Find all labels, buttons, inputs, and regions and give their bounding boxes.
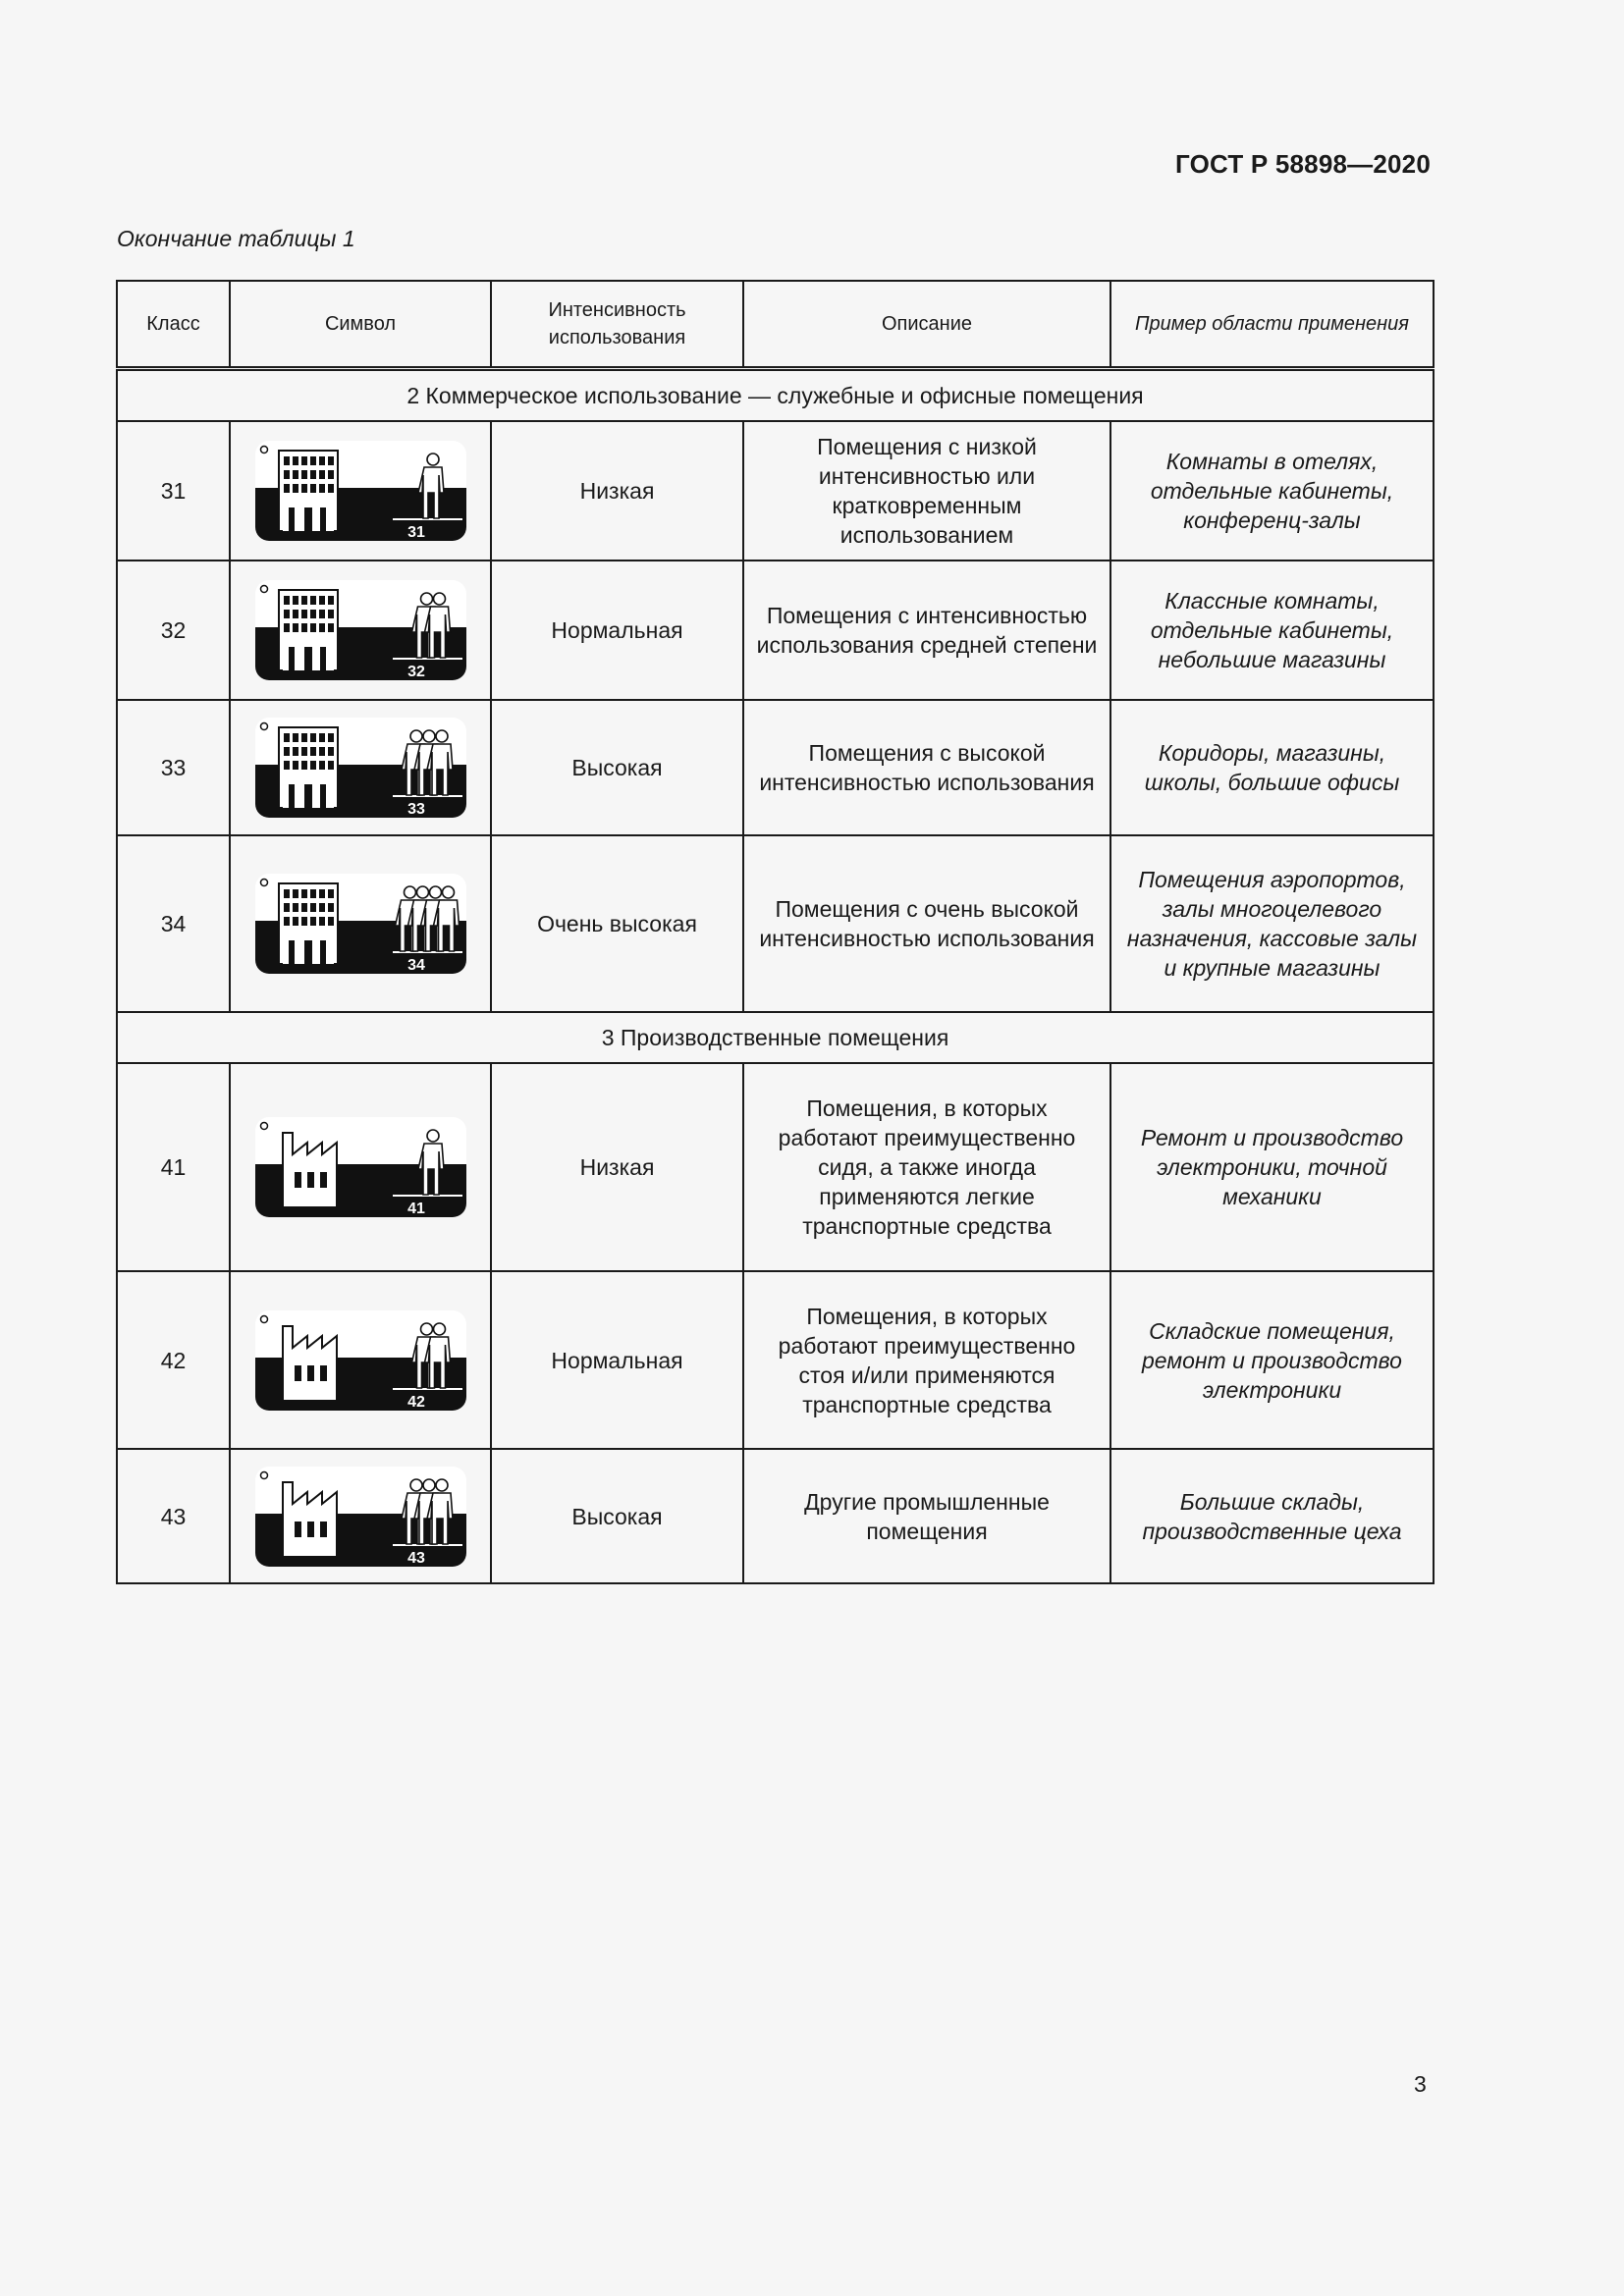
col-header-symbol: Символ [230,281,491,369]
section-title: 3 Производственные помещения [117,1012,1434,1063]
class-cell: 31 [117,421,230,561]
intensity-cell: Высокая [491,700,743,835]
description-cell: Помещения с очень высокой интенсивностью использования [743,835,1110,1012]
example-cell: Помещения аэропортов, залы многоцелевого назначения, кассовые залы и крупные магазины [1110,835,1434,1012]
pictogram-label: 31 [406,524,425,541]
symbol-cell [230,835,491,1012]
table-caption: Окончание таблицы 1 [117,226,355,251]
section-title: 2 Коммерческое использование — служебные и офисные помещения [117,369,1434,422]
example-cell: Большие склады, производственные цеха [1110,1449,1434,1583]
page-number: 3 [1414,2071,1427,2097]
description-cell: Помещения, в которых работают преимущественно сидя, а также иногда применяются легкие транспортные средства [743,1063,1110,1271]
class-cell: 32 [117,561,230,700]
class-cell: 34 [117,835,230,1012]
col-header-description: Описание [743,281,1110,369]
office-pictogram-icon [253,578,468,682]
table-row [117,835,1434,1012]
class-cell: 42 [117,1271,230,1449]
office-pictogram-icon [253,716,468,820]
table-row [117,561,1434,700]
description-cell: Другие промышленные помещения [743,1449,1110,1583]
intensity-cell: Высокая [491,1449,743,1583]
pictogram-label: 34 [406,957,425,974]
factory-pictogram-icon [253,1115,468,1219]
col-header-class: Класс [117,281,230,369]
col-header-example: Пример области применения [1110,281,1434,369]
table-row [117,1271,1434,1449]
symbol-cell [230,561,491,700]
description-cell: Помещения, в которых работают преимущественно стоя и/или применяются транспортные средства [743,1271,1110,1449]
section-row [117,1012,1434,1063]
class-cell: 43 [117,1449,230,1583]
symbol-cell [230,1449,491,1583]
example-cell: Ремонт и производство электроники, точной механики [1110,1063,1434,1271]
classification-table [116,280,1435,1584]
example-cell: Коридоры, магазины, школы, большие офисы [1110,700,1434,835]
class-cell: 41 [117,1063,230,1271]
symbol-cell [230,421,491,561]
symbol-cell [230,700,491,835]
intensity-cell: Низкая [491,421,743,561]
pictogram-label: 33 [406,801,425,818]
table-row [117,421,1434,561]
description-cell: Помещения с высокой интенсивностью использования [743,700,1110,835]
example-cell: Комнаты в отелях, отдельные кабинеты, конференц-залы [1110,421,1434,561]
intensity-cell: Нормальная [491,1271,743,1449]
pictogram-label: 32 [406,664,425,680]
table-row [117,700,1434,835]
office-pictogram-icon [253,439,468,543]
intensity-cell: Нормальная [491,561,743,700]
col-header-intensity: Интенсивность использования [491,281,743,369]
intensity-cell: Низкая [491,1063,743,1271]
pictogram-label: 41 [406,1201,425,1217]
table-row [117,1449,1434,1583]
example-cell: Классные комнаты, отдельные кабинеты, небольшие магазины [1110,561,1434,700]
class-cell: 33 [117,700,230,835]
pictogram-label: 43 [406,1549,425,1567]
pictogram-label: 42 [406,1393,425,1411]
table-row [117,1063,1434,1271]
intensity-cell: Очень высокая [491,835,743,1012]
description-cell: Помещения с интенсивностью использования средней степени [743,561,1110,700]
description-cell: Помещения с низкой интенсивностью или кратковременным использованием [743,421,1110,561]
symbol-cell [230,1271,491,1449]
symbol-cell [230,1063,491,1271]
document-header: ГОСТ Р 58898—2020 [1175,149,1431,179]
office-pictogram-icon [253,872,468,976]
factory-pictogram-icon [253,1465,468,1569]
example-cell: Складские помещения, ремонт и производство электроники [1110,1271,1434,1449]
section-row [117,369,1434,422]
table-header-row [117,281,1434,369]
factory-pictogram-icon [253,1308,468,1413]
